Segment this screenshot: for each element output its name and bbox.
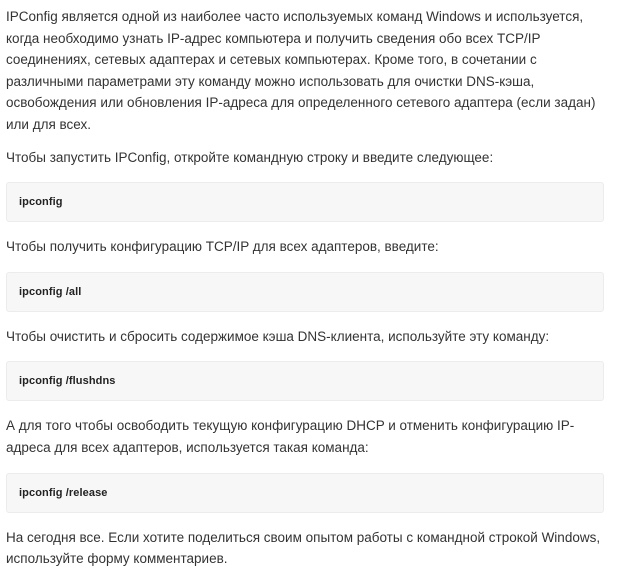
code-block-ipconfig-all[interactable] — [6, 272, 604, 312]
step-text-run: Чтобы запустить IPConfig, откройте командную строку и введите следующее: — [6, 149, 494, 165]
step-text-all: Чтобы получить конфигурацию TCP/IP для всех адаптеров, введите: — [6, 239, 439, 255]
command-text: ipconfig /release — [19, 486, 108, 499]
step-text-release: А для того чтобы освободить текущую конфигурацию DHCP и отменить конфигурацию IP-адреса для всех адаптеров, используется такая команда: — [6, 418, 575, 455]
step-text-flushdns: Чтобы очистить и сбросить содержимое кэша DNS-клиента, используйте эту команду: — [6, 328, 550, 344]
outro-paragraph: На сегодня все. Если хотите поделиться своим опытом работы с командной строкой Windows, используйте форму комментариев. — [6, 529, 601, 567]
code-block-ipconfig-release[interactable] — [6, 473, 604, 513]
command-text: ipconfig — [19, 196, 63, 209]
code-block-ipconfig-flushdns[interactable] — [6, 361, 604, 401]
code-block-ipconfig[interactable] — [6, 182, 604, 222]
intro-paragraph: IPConfig является одной из наиболее часто используемых команд Windows и используется, когда необходимо узнать IP-адрес компьютера и получить сведения обо всех TCP/IP соединениях, сетевых адаптерах и сетевых компьютерах. Кроме того, в сочетании с различными параметрами эту команду можно использовать для очистки DNS-кэша, освобождения или обновления IP-адреса для определенного сетевого адаптера (если задан) или для всех. — [6, 9, 596, 132]
command-text: ipconfig /all — [19, 285, 82, 298]
command-text: ipconfig /flushdns — [19, 375, 116, 388]
